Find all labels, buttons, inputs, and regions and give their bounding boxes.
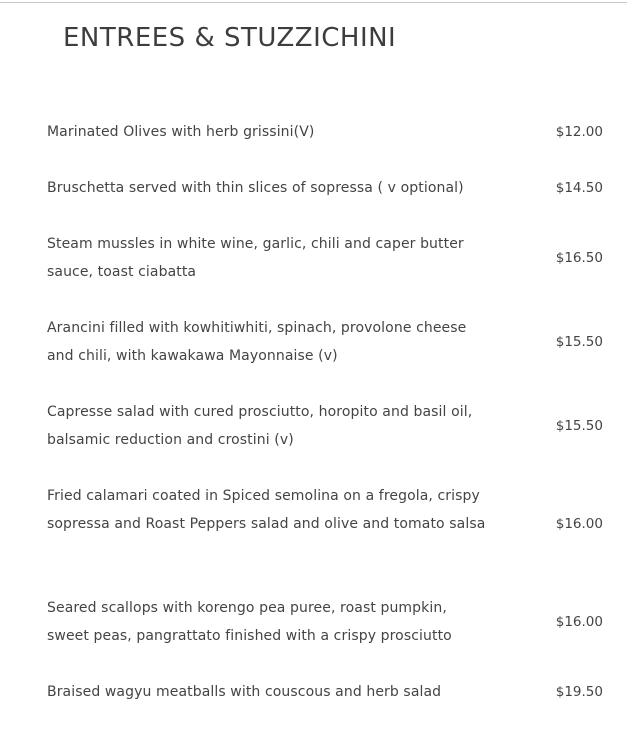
item-description: Steam mussles in white wine, garlic, chili and caper butter sauce, toast ciabatta <box>47 236 464 280</box>
top-divider <box>0 2 627 3</box>
item-price: $15.50 <box>555 334 603 350</box>
item-price: $12.00 <box>555 124 603 140</box>
section-title: ENTREES & STUZZICHINI <box>63 23 397 53</box>
item-description: Arancini filled with kowhitiwhiti, spinach, provolone cheese and chili, with kawakawa Mayonnaise (v) <box>47 320 467 364</box>
item-price: $14.50 <box>555 180 603 196</box>
item-price: $15.50 <box>555 418 603 434</box>
item-price: $19.50 <box>555 684 603 700</box>
item-price: $16.00 <box>555 516 603 532</box>
item-description: Bruschetta served with thin slices of sopressa ( v optional) <box>47 180 464 196</box>
item-price: $16.00 <box>555 614 603 630</box>
item-description: Fried calamari coated in Spiced semolina on a fregola, crispy sopressa and Roast Peppers salad and olive and tomato salsa <box>47 488 486 532</box>
item-price: $16.50 <box>555 250 603 266</box>
item-description: Seared scallops with korengo pea puree, roast pumpkin, sweet peas, pangrattato finished with a crispy prosciutto <box>47 600 452 644</box>
item-description: Braised wagyu meatballs with couscous and herb salad <box>47 684 442 700</box>
item-description: Capresse salad with cured prosciutto, horopito and basil oil, balsamic reduction and crostini (v) <box>47 404 473 448</box>
item-description: Marinated Olives with herb grissini(V) <box>47 124 315 140</box>
